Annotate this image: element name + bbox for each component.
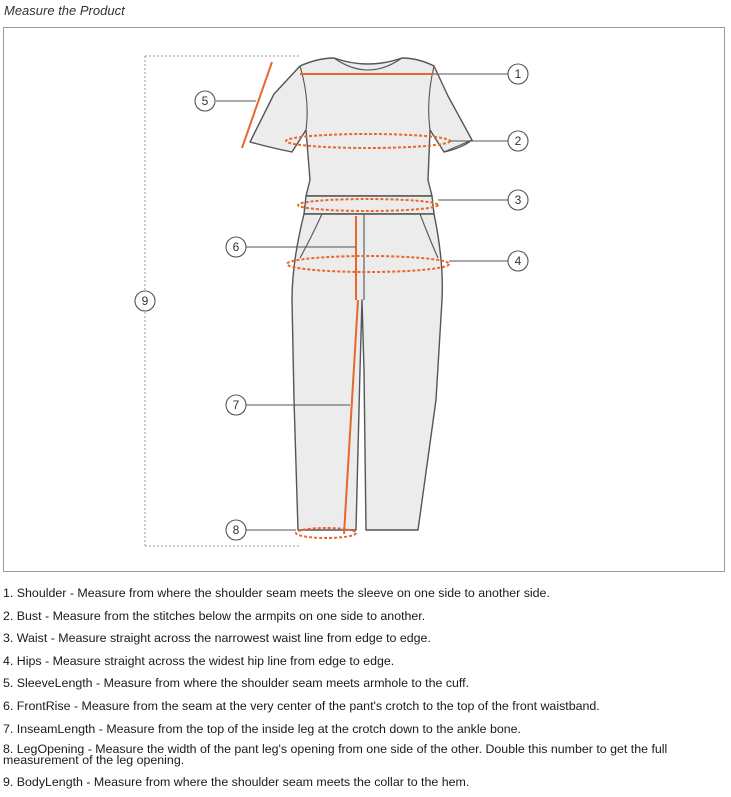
callout-5-label: 5 bbox=[201, 94, 209, 108]
callout-9-label: 9 bbox=[141, 294, 149, 308]
callout-3-label: 3 bbox=[514, 193, 522, 207]
note-waist: 3. Waist - Measure straight across the narrowest waist line from edge to edge. bbox=[3, 631, 431, 646]
measurement-notes bbox=[3, 586, 729, 797]
page-title: Measure the Product bbox=[4, 3, 125, 18]
waistband bbox=[304, 196, 434, 214]
callout-2-label: 2 bbox=[514, 134, 522, 148]
callout-6-label: 6 bbox=[232, 240, 240, 254]
note-sleeve-length: 5. SleeveLength - Measure from where the shoulder seam meets armhole to the cuff. bbox=[3, 676, 470, 691]
note-shoulder: 1. Shoulder - Measure from where the shoulder seam meets the sleeve on one side to another side. bbox=[3, 586, 550, 600]
callout-8-label: 8 bbox=[232, 523, 240, 537]
jumpsuit-illustration bbox=[250, 58, 472, 530]
note-inseam-length: 7. InseamLength - Measure from the top of the inside leg at the crotch down to the ankle bone. bbox=[3, 721, 521, 736]
note-leg-opening: 8. LegOpening - Measure the width of the pant leg's opening from one side of the other. Double this number to get the full measurement of the leg opening. bbox=[3, 742, 668, 768]
pants-outline bbox=[292, 214, 442, 530]
callout-7-label: 7 bbox=[232, 398, 240, 412]
callout-4-label: 4 bbox=[514, 254, 522, 268]
note-bust: 2. Bust - Measure from the stitches below the armpits on one side to another. bbox=[3, 608, 426, 623]
callout-1-label: 1 bbox=[514, 67, 522, 81]
note-body-length: 9. BodyLength - Measure from where the shoulder seam meets the collar to the hem. bbox=[3, 774, 470, 789]
note-hips: 4. Hips - Measure straight across the widest hip line from edge to edge. bbox=[3, 653, 395, 668]
note-front-rise: 6. FrontRise - Measure from the seam at the very center of the pant's crotch to the top of the front waistband. bbox=[3, 698, 600, 713]
bodice-outline bbox=[250, 58, 472, 196]
